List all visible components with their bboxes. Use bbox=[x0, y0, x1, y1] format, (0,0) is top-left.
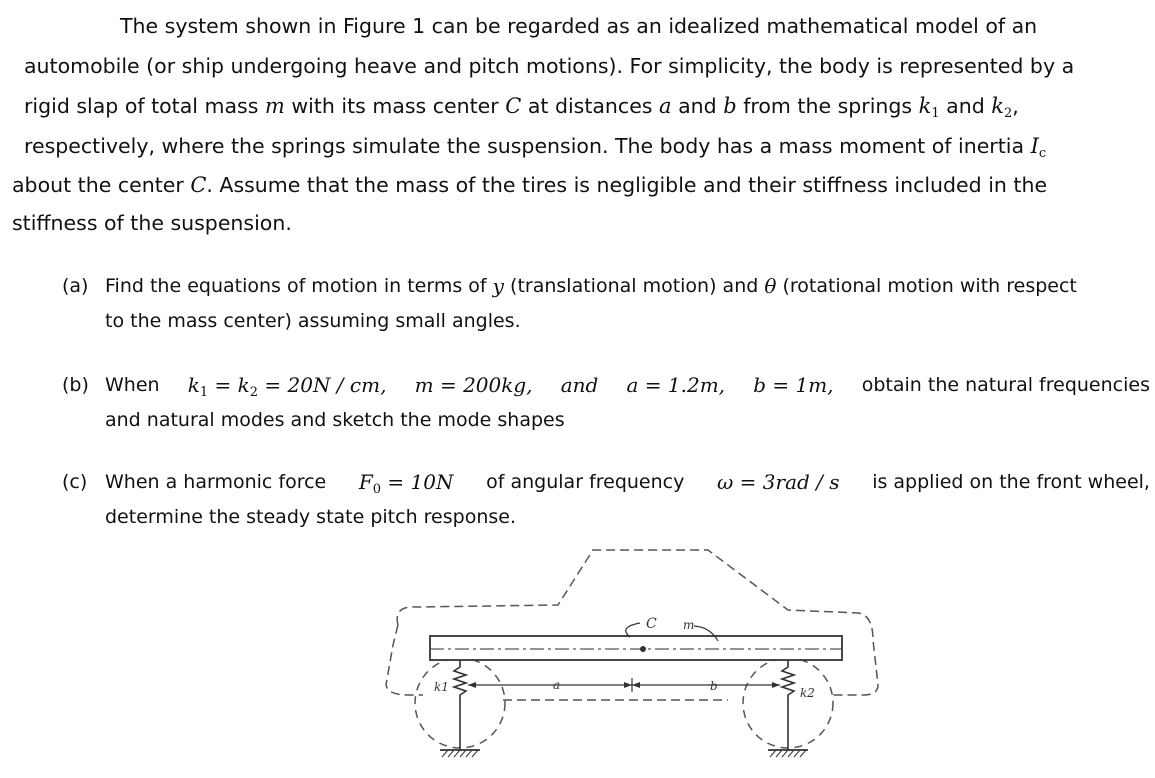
label-k2: k2 bbox=[800, 686, 815, 700]
front-spring bbox=[782, 660, 794, 701]
label-C: C bbox=[646, 616, 657, 632]
symbol-m: m bbox=[264, 94, 285, 118]
word-and: and bbox=[560, 373, 599, 397]
equation-F0: $F_0 = 10N$ bbox=[358, 470, 454, 497]
intro-line-2: automobile (or ship undergoing heave and pitch motions). For simplicity, the body is represented by a bbox=[24, 54, 1075, 78]
equation-a: a = 1.2m, bbox=[626, 373, 726, 397]
symbol-k2: $k_2$ bbox=[991, 94, 1013, 121]
intro-line-6: stiffness of the suspension. bbox=[12, 211, 292, 235]
label-b: b bbox=[710, 679, 718, 693]
symbol-k1: $k_1$ bbox=[918, 94, 940, 121]
symbol-a: a bbox=[659, 94, 672, 118]
intro-line-4: respectively, where the springs simulate the suspension. The body has a mass moment of inertia $I_c$ bbox=[24, 134, 1047, 161]
mass-center-dot bbox=[640, 646, 646, 652]
label-a: a bbox=[553, 678, 561, 692]
question-c: (c) When a harmonic force $F_0 = 10N$ of angular frequency ω = 3rad / s is applied on the front wheel, determine the steady state pitch response. bbox=[62, 464, 1150, 534]
symbol-theta: θ bbox=[764, 274, 777, 298]
intro-line-5: about the center C. Assume that the mass of the tires is negligible and their stiffness included in the bbox=[12, 173, 1048, 197]
equation-k1-k2: $k_1 = k_2 = 20N$ / cm, bbox=[187, 373, 387, 400]
symbol-C-2: C bbox=[190, 173, 207, 197]
intro-line-1: The system shown in Figure 1 can be regarded as an idealized mathematical model of an bbox=[120, 14, 1038, 38]
rear-spring bbox=[454, 660, 466, 701]
question-a: (a) Find the equations of motion in terms of y (translational motion) and θ (rotational motion with respect to the mass center) assuming small angles. bbox=[62, 268, 1150, 338]
question-b: (b) When $k_1 = k_2 = 20N$ / cm, m = 200kg, and a = 1.2m, b = 1m, obtain the natural frequencies and natural modes and sketch the mode shapes bbox=[62, 367, 1150, 437]
label-k1: k1 bbox=[434, 680, 449, 694]
symbol-C: C bbox=[505, 94, 522, 118]
equation-omega: ω = 3rad / s bbox=[717, 470, 840, 494]
symbol-b: b bbox=[723, 94, 737, 118]
label-m: m bbox=[683, 618, 695, 632]
rigid-slab bbox=[430, 636, 842, 660]
intro-paragraph bbox=[12, 6, 1147, 242]
equation-m: m = 200kg, bbox=[414, 373, 533, 397]
equation-b: b = 1m, bbox=[753, 373, 834, 397]
car-rear-outline bbox=[386, 625, 423, 695]
figure-1-car-model bbox=[378, 545, 898, 775]
symbol-Ic: $I_c$ bbox=[1030, 134, 1047, 161]
symbol-y: y bbox=[492, 274, 504, 298]
car-body-outline bbox=[397, 550, 878, 695]
intro-line-3: rigid slap of total mass m with its mass center C at distances a and b from the springs $k_1$ and $k_2$, bbox=[24, 94, 1019, 121]
